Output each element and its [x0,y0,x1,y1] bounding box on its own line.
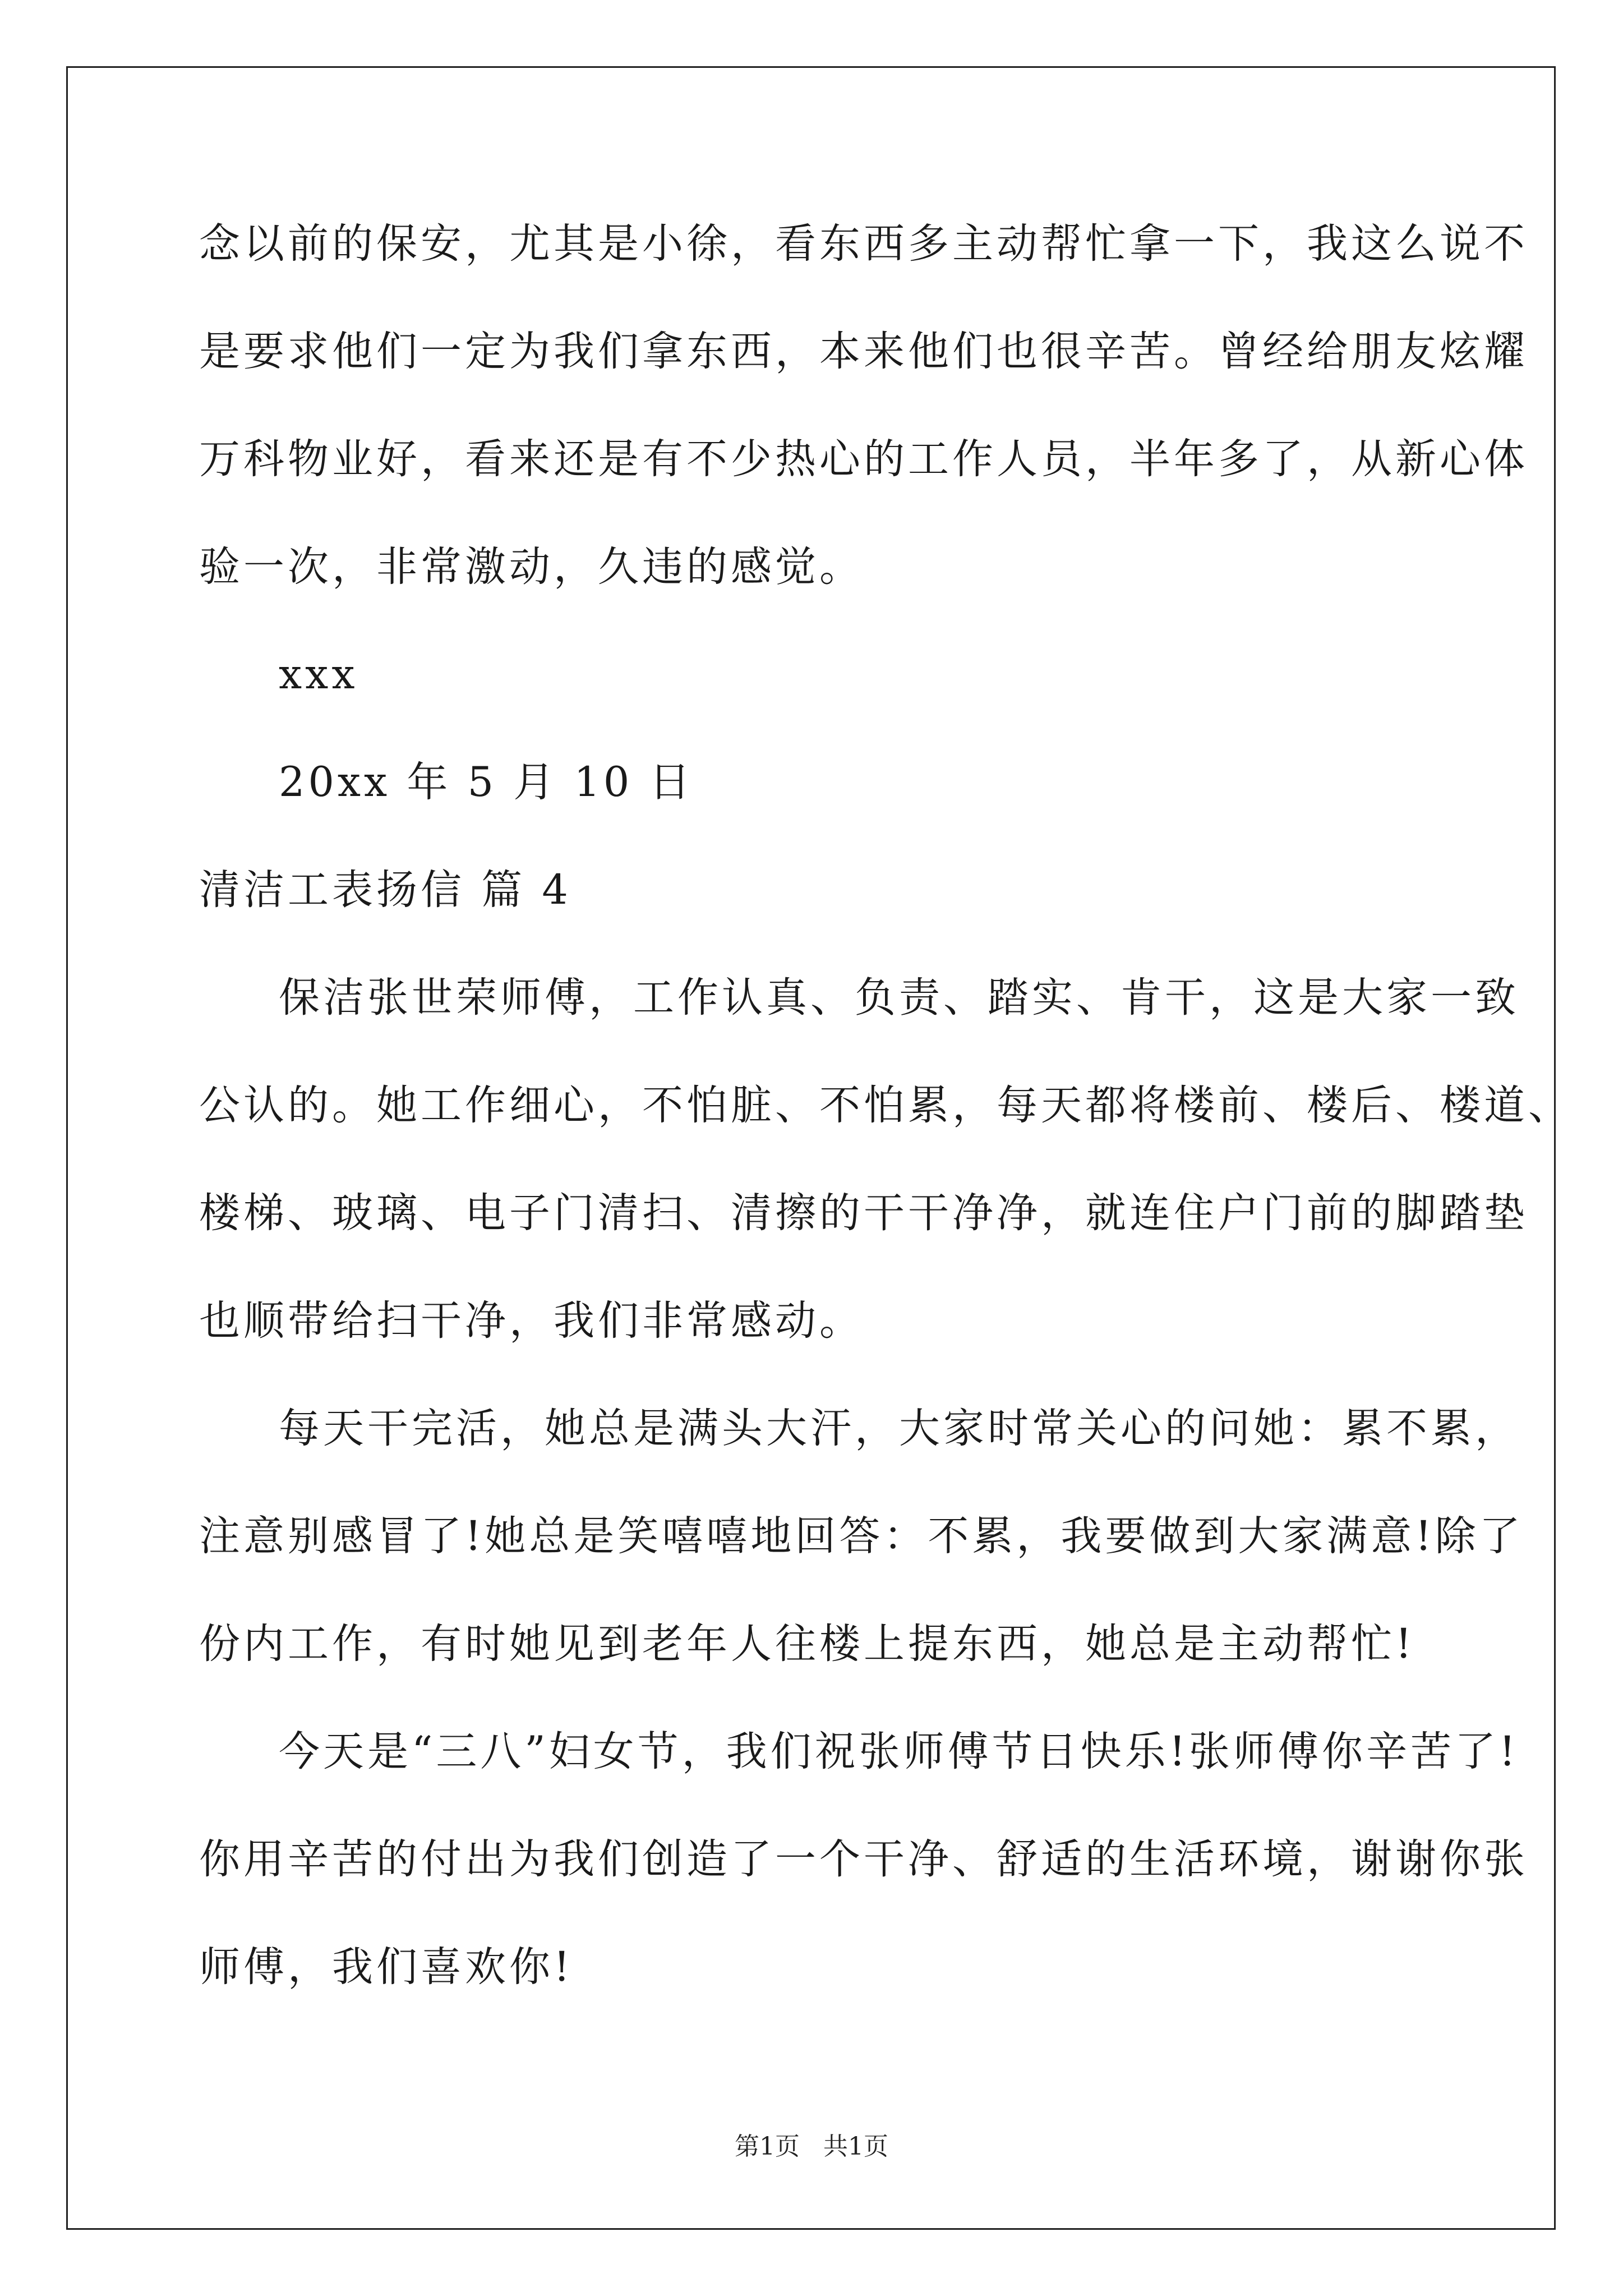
signature-name: xxx [279,651,358,698]
text-line: 每天干完活，她总是满头大汗，大家时常关心的问她：累不累， [279,1405,1519,1452]
section-heading: 清洁工表扬信 篇 4 [199,866,571,914]
text-line: 今天是“三八”妇女节，我们祝张师傅节日快乐!张师傅你辛苦了! [279,1728,1519,1775]
text-line: 念以前的保安，尤其是小徐，看东西多主动帮忙拿一下，我这么说不 [199,220,1528,268]
text-line: 你用辛苦的付出为我们创造了一个干净、舒适的生活环境，谢谢你张 [199,1835,1528,1883]
text-line: 验一次，非常激动，久违的感觉。 [199,543,864,591]
text-line: 万科物业好，看来还是有不少热心的工作人员，半年多了，从新心体 [199,435,1528,483]
text-line: 师傅，我们喜欢你! [199,1943,574,1991]
signature-date: 20xx 年 5 月 10 日 [279,758,694,806]
signature-block [199,644,1424,859]
paragraph [199,213,1528,644]
text-line: 也顺带给扫干净，我们非常感动。 [199,1297,864,1345]
text-line: 公认的。她工作细心，不怕脏、不怕累，每天都将楼前、楼后、楼道、 [199,1082,1573,1129]
paragraph [199,967,1573,1398]
text-line: 份内工作，有时她见到老年人往楼上提东西，她总是主动帮忙! [199,1620,1415,1668]
text-line: 楼梯、玻璃、电子门清扫、清擦的干干净净，就连住户门前的脚踏垫 [199,1189,1528,1237]
paragraph [199,1398,1524,1721]
text-line: 保洁张世荣师傅，工作认真、负责、踏实、肯干，这是大家一致 [279,974,1519,1022]
text-line: 注意别感冒了!她总是笑嘻嘻地回答：不累，我要做到大家满意!除了 [199,1512,1524,1560]
page-total: 共1页 [823,2132,888,2161]
document-body [199,213,1573,2044]
page-footer [0,2126,1623,2162]
paragraph [199,1721,1528,2044]
text-line: 是要求他们一定为我们拿东西，本来他们也很辛苦。曾经给朋友炫耀 [199,328,1528,375]
page-number: 第1页 [735,2132,800,2161]
